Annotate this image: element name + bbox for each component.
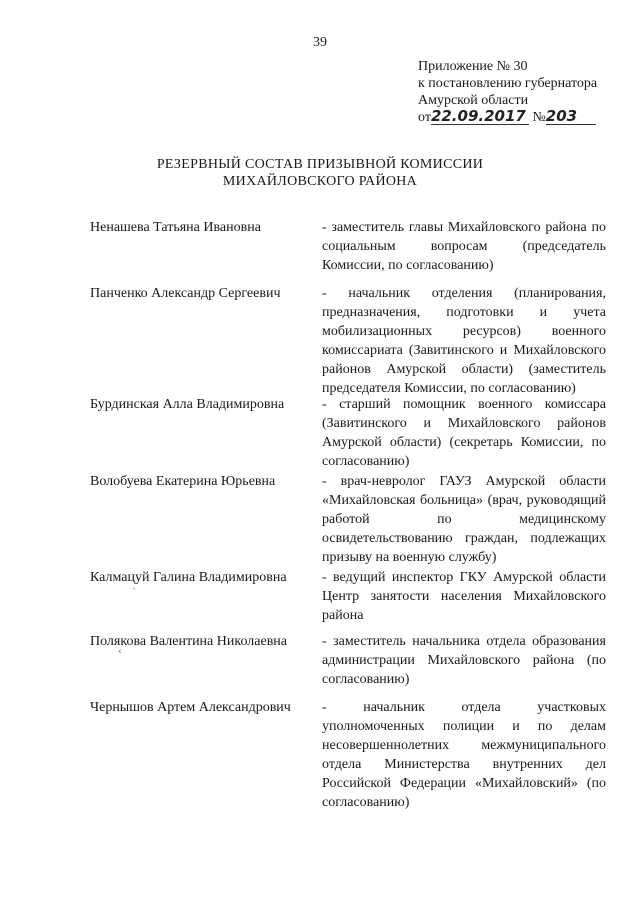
date-prefix: от <box>418 110 431 125</box>
member-role: - начальник отдела участковых уполномоченных полиции и по делам несовершеннолетних межмуниципального отдела Министерства внутренних дел Российской Федерации «Михайловский» (по согласованию) <box>322 700 606 810</box>
handwritten-date: 22.09.2017 <box>431 109 529 125</box>
title-line-1: РЕЗЕРВНЫЙ СОСТАВ ПРИЗЫВНОЙ КОМИССИИ <box>156 157 484 172</box>
member-name: Бурдинская Алла Владимировна <box>90 397 285 412</box>
appendix-line-3: Амурской области <box>418 93 529 108</box>
number-prefix: № <box>532 110 546 125</box>
member-name: Полякова Валентина Николаевна <box>90 634 288 649</box>
scan-speck: ` <box>132 588 137 598</box>
member-role: - старший помощник военного комиссара (Завитинского и Михайловского районов Амурской области) (секретарь Комиссии, по согласованию) <box>322 397 606 469</box>
title-line-2: МИХАЙЛОВСКОГО РАЙОНА <box>222 174 418 189</box>
appendix-line-1: Приложение № 30 <box>418 59 528 74</box>
member-name: Ненашева Татьяна Ивановна <box>90 220 261 235</box>
member-role: - заместитель начальника отдела образования администрации Михайловского района (по согласованию) <box>322 634 606 687</box>
member-role: - врач-невролог ГАУЗ Амурской области «Михайловская больница» (врач, руководящий работой по медицинскому освидетельствованию граждан, подлежащих призыву на военную службу) <box>322 474 606 565</box>
member-name: Чернышов Артем Александрович <box>90 700 291 715</box>
scan-speck: ‹ <box>118 647 122 657</box>
member-role: - начальник отделения (планирования, предназначения, подготовки и учета мобилизационных ресурсов) военного комиссариата (Завитинского и Михайловского районов Амурской области) (заместитель председателя Комиссии, по согласованию) <box>322 286 606 396</box>
document-title <box>0 156 640 190</box>
member-name: Волобуева Екатерина Юрьевна <box>90 474 276 489</box>
appendix-date-line <box>418 109 628 126</box>
member-name: Панченко Александр Сергеевич <box>90 286 281 301</box>
member-role: - заместитель главы Михайловского района по социальным вопросам (председатель Комиссии, по согласованию) <box>322 220 606 273</box>
member-role: - ведущий инспектор ГКУ Амурской области Центр занятости населения Михайловского района <box>322 570 606 623</box>
page-number: 39 <box>313 35 327 50</box>
handwritten-number: 203 <box>546 109 596 125</box>
member-name: Калмацуй Галина Владимировна <box>90 570 287 585</box>
appendix-line-2: к постановлению губернатора <box>418 76 598 91</box>
appendix-block <box>418 58 628 126</box>
